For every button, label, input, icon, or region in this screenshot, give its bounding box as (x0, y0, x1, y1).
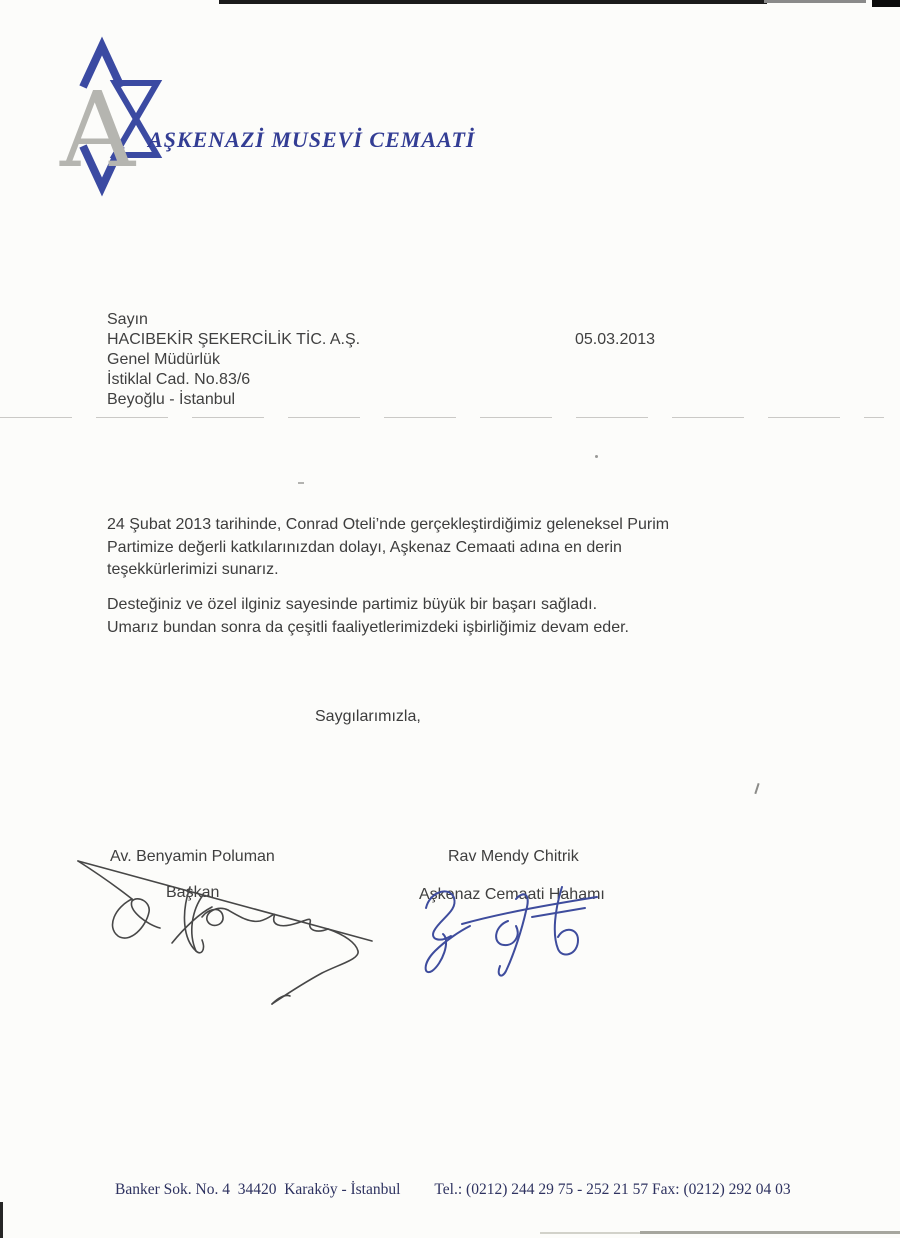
scan-edge-bottom-left (0, 1202, 3, 1238)
signer-left-name: Av. Benyamin Poluman (110, 848, 275, 865)
body-paragraph-2 (107, 594, 629, 639)
logo-letter-A: A (60, 69, 136, 191)
letterhead-footer (115, 1181, 791, 1199)
paragraph-line: 24 Şubat 2013 tarihinde, Conrad Oteli’nde gerçekleştirdiğimiz geleneksel Purim (107, 516, 670, 533)
paragraph-line: Umarız bundan sonra da çeşitli faaliyetlerimizdeki işbirliğimiz devam eder. (107, 618, 629, 636)
fold-line (0, 417, 884, 418)
recipient-street: İstiklal Cad. No.83/6 (107, 371, 251, 388)
handwritten-signature-left (60, 855, 400, 1015)
recipient-city: Beyoğlu - İstanbul (107, 391, 236, 408)
handwritten-signature-right (412, 878, 627, 996)
scan-edge-top-bar-faded (764, 0, 866, 3)
letter-date: 05.03.2013 (575, 331, 656, 348)
body-paragraph-1 (107, 514, 669, 582)
scan-speck (298, 482, 304, 484)
recipient-address-block (107, 310, 360, 410)
star-of-david-logo-icon (58, 33, 208, 198)
scan-edge-bottom-right-faded (540, 1232, 640, 1234)
scan-edge-bottom-right (640, 1231, 900, 1234)
signer-right-title: Aşkenaz Cemaati Hahamı (419, 886, 605, 903)
recipient-salutation: Sayın (107, 311, 148, 328)
footer-address: Banker Sok. No. 4 34420 Karaköy - İstanbul (115, 1181, 401, 1198)
signer-left-title: Başkan (166, 884, 220, 901)
closing-salutation: Saygılarımızla, (315, 708, 421, 725)
recipient-department: Genel Müdürlük (107, 351, 220, 368)
footer-phone-fax: Tel.: (0212) 244 29 75 - 252 21 57 Fax: (0212) 292 04 03 (434, 1181, 791, 1198)
organization-name: AŞKENAZİ MUSEVİ CEMAATİ (148, 127, 476, 152)
paragraph-line: teşekkürlerimizi sunarız. (107, 561, 279, 578)
paragraph-line: Partimize değerli katkılarınızdan dolayı, Aşkenaz Cemaati adına en derin (107, 538, 622, 556)
recipient-company: HACIBEKİR ŞEKERCİLİK TİC. A.Ş. (107, 331, 361, 348)
paragraph-line: Desteğiniz ve özel ilginiz sayesinde partimiz büyük bir başarı sağladı. (107, 596, 598, 613)
scan-speck (595, 455, 598, 458)
scan-edge-top-right-corner (872, 0, 900, 7)
signer-right-name: Rav Mendy Chitrik (448, 848, 579, 865)
scan-speck (754, 783, 759, 794)
scan-edge-top-bar (219, 0, 767, 4)
